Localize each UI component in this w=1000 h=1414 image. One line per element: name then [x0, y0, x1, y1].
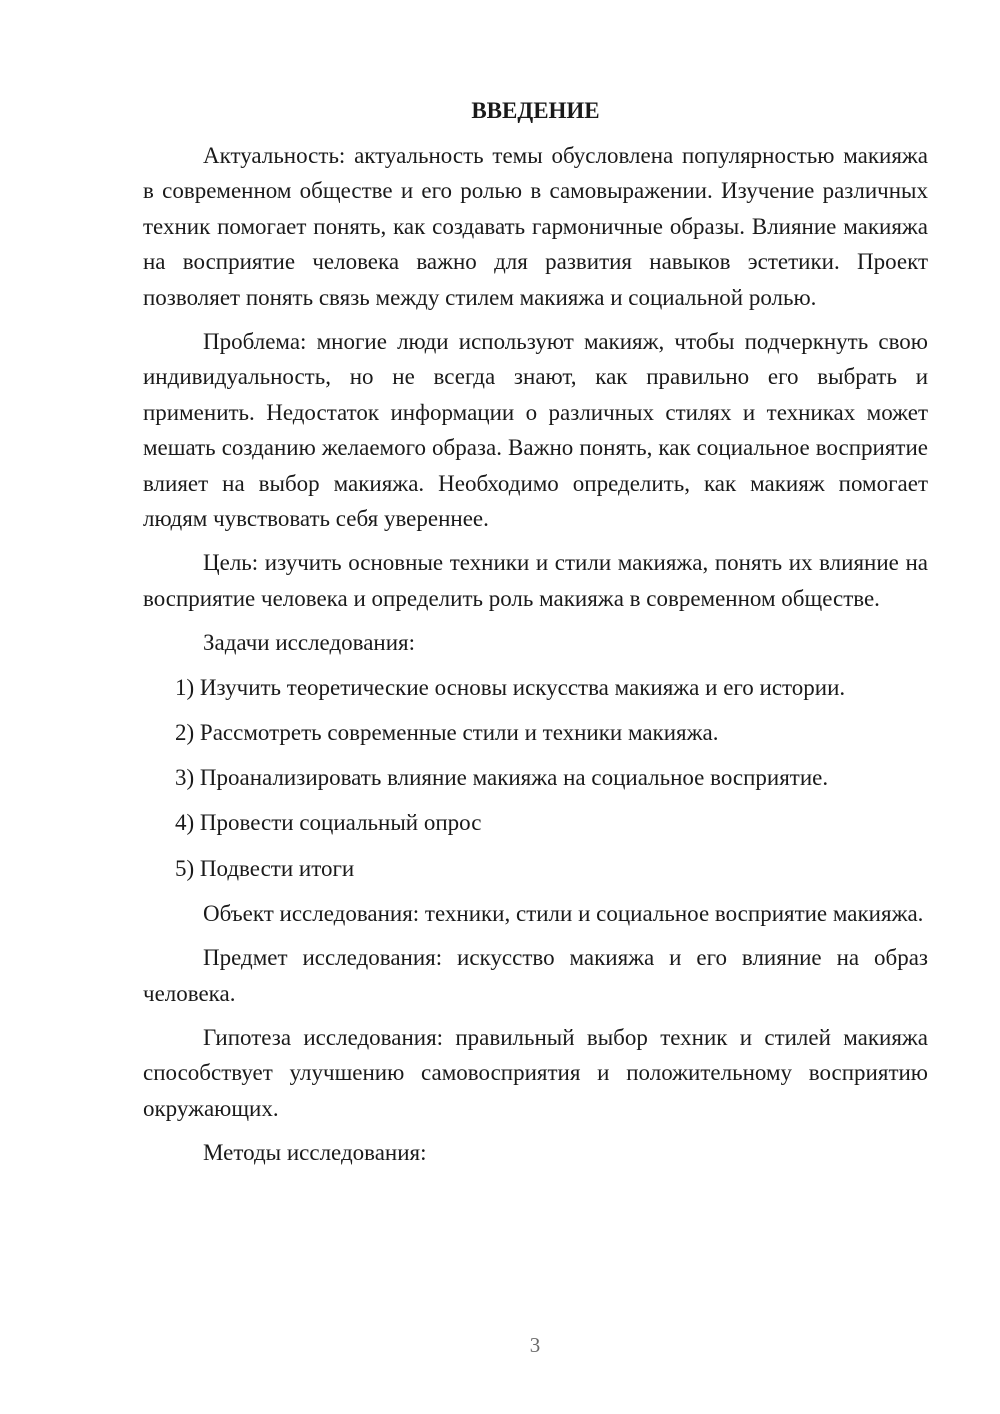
task-list	[143, 670, 928, 886]
paragraph-object: Объект исследования: техники, стили и социальное восприятие макияжа.	[203, 900, 924, 926]
tasks-heading: Задачи исследования:	[203, 630, 416, 656]
page-number: 3	[529, 1333, 541, 1357]
page-title: ВВЕДЕНИЕ	[471, 98, 600, 123]
task-item-4: 4) Провести социальный опрос	[175, 810, 482, 836]
paragraph-subject: Предмет исследования: искусство макияжа и его влияние на образ человека.	[143, 945, 928, 1006]
methods-heading: Методы исследования:	[203, 1140, 427, 1166]
paragraph-problem: Проблема: многие люди используют макияж, чтобы подчеркнуть свою индивидуальность, но не всегда знают, как правильно его выбрать и применить. Недостаток информации о различных стилях и техниках может мешать созданию желаемого образа. Важно понять, как социальное восприятие влияет на выбор макияжа. Необходимо определить, как макияж помогает людям чувствовать себя увереннее.	[143, 329, 928, 532]
task-item-2: 2) Рассмотреть современные стили и техники макияжа.	[175, 719, 719, 745]
paragraph-goal: Цель: изучить основные техники и стили макияжа, понять их влияние на восприятие человека и определить роль макияжа в современном обществе.	[143, 550, 928, 611]
paragraph-hypothesis: Гипотеза исследования: правильный выбор техник и стилей макияжа способствует улучшению самовосприятия и положительному восприятию окружающих.	[143, 1024, 928, 1121]
paragraph-relevance: Актуальность: актуальность темы обусловлена популярностью макияжа в современном обществе и его ролью в самовыражении. Изучение различных техник помогает понять, как создавать гармоничные образы. Влияние макияжа на восприятие человека важно для развития навыков эстетики. Проект позволяет понять связь между стилем макияжа и социальной ролью.	[143, 143, 928, 310]
task-item-1: 1) Изучить теоретические основы искусства макияжа и его истории.	[175, 674, 846, 700]
task-item-3: 3) Проанализировать влияние макияжа на социальное восприятие.	[175, 765, 829, 791]
document-page	[143, 96, 928, 1180]
task-item-5: 5) Подвести итоги	[175, 855, 355, 881]
